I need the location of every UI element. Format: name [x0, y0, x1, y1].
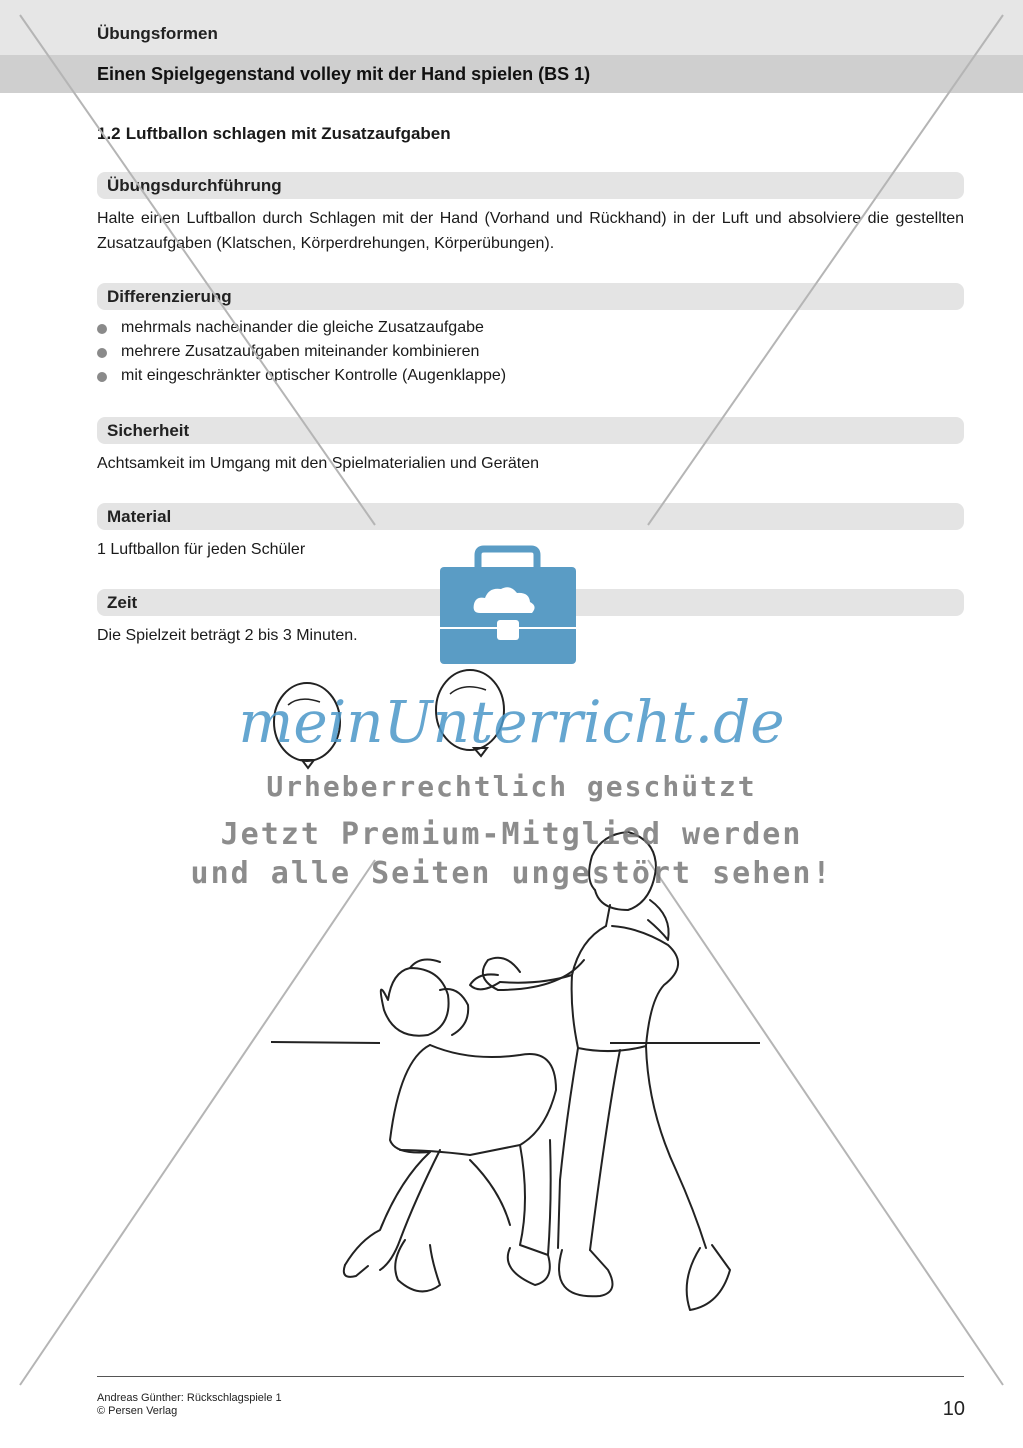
durchfuehrung-text: Halte einen Luftballon durch Schlagen mit der Hand (Vorhand und Rückhand) in der Luft und absolviere die gestellten Zusatzaufgaben (Klatschen, Körperdrehungen, Körperübungen).: [97, 210, 964, 252]
differenzierung-heading: Differenzierung: [107, 287, 232, 306]
briefcase-cloud-icon: [440, 549, 576, 664]
watermark-copyright: Urheberrechtlich geschützt: [266, 770, 757, 803]
zeit-text: Die Spielzeit beträgt 2 bis 3 Minuten.: [97, 627, 358, 644]
list-item-text: mehrere Zusatzaufgaben miteinander kombinieren: [121, 343, 480, 360]
watermark-premium-line1: Jetzt Premium-Mitglied werden: [220, 817, 803, 852]
watermark-brand: meinUnterricht.de: [238, 688, 785, 756]
header-category: Übungsformen: [97, 24, 218, 43]
floor-lines: [271, 1042, 760, 1043]
footer-divider: [97, 1376, 964, 1377]
footer-author: Andreas Günther: Rückschlagspiele 1: [97, 1392, 282, 1404]
sicherheit-heading: Sicherheit: [107, 421, 190, 440]
list-item-text: mehrmals nacheinander die gleiche Zusatzaufgabe: [121, 319, 484, 336]
page-title: Einen Spielgegenstand volley mit der Hand spielen (BS 1): [97, 64, 591, 84]
standing-child-figure: [470, 832, 730, 1310]
material-text: 1 Luftballon für jeden Schüler: [97, 541, 306, 558]
list-item-text: mit eingeschränkter optischer Kontrolle (Augenklappe): [121, 367, 507, 384]
page-number: 10: [942, 1398, 965, 1420]
footer-credits: [97, 1392, 282, 1418]
crouching-child-figure: [344, 960, 556, 1292]
sicherheit-text: Achtsamkeit im Umgang mit den Spielmaterialien und Geräten: [97, 455, 539, 472]
zeit-heading: Zeit: [107, 593, 138, 612]
footer-publisher: © Persen Verlag: [97, 1405, 178, 1417]
material-heading: Material: [107, 507, 172, 526]
section-title: Luftballon schlagen mit Zusatzaufgaben: [125, 124, 451, 143]
section-number: 1.2: [97, 124, 121, 143]
watermark-premium-line2: und alle Seiten ungestört sehen!: [190, 856, 833, 891]
durchfuehrung-heading: Übungsdurchführung: [107, 176, 282, 195]
